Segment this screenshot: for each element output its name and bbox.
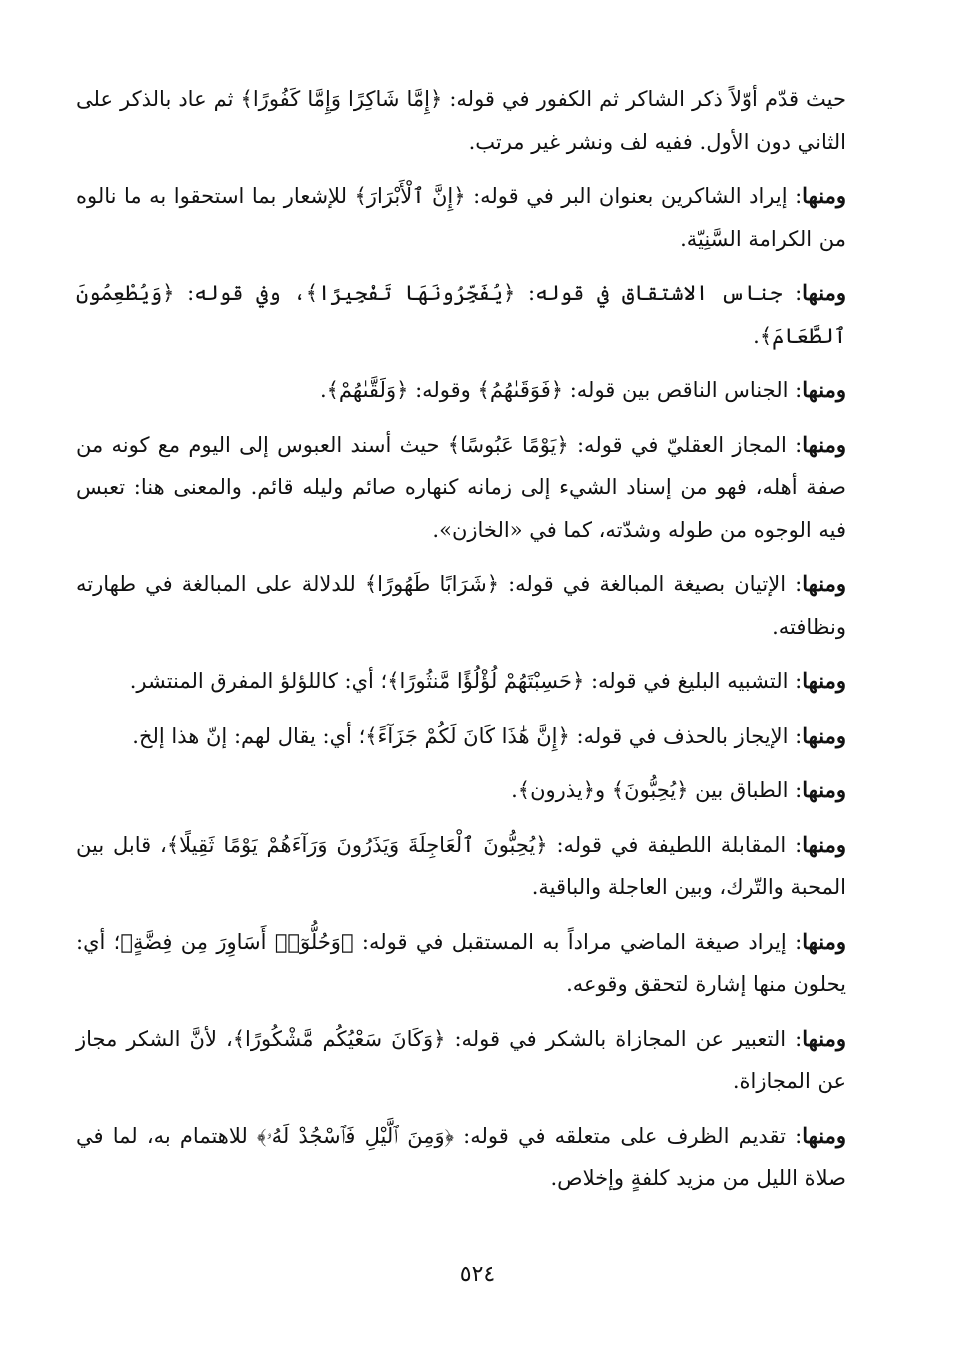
paragraph-text: و [594, 778, 612, 802]
lead-word: ومنها [802, 1122, 846, 1148]
paragraph-text: للاهتمام به، لما في صلاة الليل من مزيد كلفةٍ وإخلاص. [76, 1123, 846, 1190]
paragraph-text: : المقابلة اللطيفة في قوله: [547, 832, 803, 857]
paragraph-text: ؛ أي: يحلون منها إشارة لتحقق وقوعه. [76, 929, 846, 996]
paragraph-text: حيث قدّم أوّلاً ذكر الشاكر ثم الكفور في قوله: [442, 87, 846, 111]
paragraph-text: : الإيجاز بالحذف في قوله: [569, 723, 803, 748]
page-body [76, 78, 846, 1212]
paragraph-text: : جناس الاشتقاق في قوله: [515, 281, 803, 305]
paragraph-text: ، قابل بين المحبة والتّرك، وبين العاجلة والباقية. [76, 832, 846, 899]
quran-quote: ﴿وَيُطْعِمُونَ ٱلطَّعَامَ﴾ [76, 281, 846, 348]
quran-quote: ﴿وَلَقَّىٰهُمْ﴾ [326, 378, 409, 402]
paragraph-text: ، لأنَّ الشكر مجاز عن المجازاة. [76, 1026, 846, 1093]
paragraph-text: وقوله: [408, 378, 478, 402]
quran-quote: ﴿يذرون﴾ [517, 778, 595, 802]
paragraph-text: ، وفي قوله: [174, 281, 306, 305]
paragraph-text: ؛ أي: كاللؤلؤ المفرق المنتشر. [129, 669, 388, 693]
paragraph-text: . [511, 778, 518, 802]
paragraph-text: ؛ أي: يقال لهم: إنّ هذا إلخ. [132, 723, 366, 748]
quran-quote: ﴿حَسِبْتَهُمْ لُؤْلُؤًا مَّنثُورًا﴾ [387, 669, 585, 693]
paragraph-text: : الإتيان بصيغة المبالغة في قوله: [499, 572, 803, 596]
quran-quote: ﴿إِمَّا شَاكِرًا وَإِمَّا كَفُورًا﴾ [240, 87, 443, 111]
lead-word: ومنها [802, 183, 846, 208]
paragraph-text: : المجاز العقليّ في قوله: [568, 432, 803, 457]
lead-word: ومنها [802, 571, 846, 596]
quran-quote: ﴿يَوْمًا عَبُوسًا﴾ [447, 432, 569, 457]
paragraph-9 [76, 769, 846, 812]
paragraph-8 [76, 715, 846, 758]
lead-word: ومنها [802, 431, 846, 457]
quran-quote: ﴿يُحِبُّونَ ٱلْعَاجِلَةَ وَيَذَرُونَ وَرَآءَهُمْ يَوْمًا ثَقِيلًا﴾ [166, 832, 548, 857]
paragraph-text: ثم عاد بالذكر على الثاني دون الأول. ففيه لف ونشر غير مرتب. [76, 87, 846, 154]
paragraph-text: . [319, 378, 327, 402]
paragraph-text: للدلالة على المبالغة في طهارته ونظافته. [76, 572, 846, 639]
paragraph-2 [76, 175, 846, 260]
quran-quote: ﴿وَمِنَ ٱلَّيْلِ فَٱسْجُدْ لَهُۥ﴾ [257, 1123, 454, 1148]
quran-quote: ﴿يُفَجِّرُونَهَا تَفْجِيرًا﴾ [305, 281, 516, 305]
quran-quote: ﴿شَرَابًا طَهُورًا﴾ [364, 572, 500, 596]
paragraph-11 [76, 921, 846, 1006]
quran-quote: ﴿إِنَّ ٱلْأَبْرَارَ﴾ [354, 184, 466, 208]
paragraph-text: : الجناس الناقص بين قوله: [563, 378, 803, 402]
paragraph-3 [76, 272, 846, 357]
quran-quote: ﴿فَوَقَىٰهُمُ﴾ [477, 378, 564, 402]
lead-word: ومنها [802, 280, 846, 305]
quran-quote: ﴿يُحِبُّونَ﴾ [611, 778, 689, 802]
paragraph-12 [76, 1018, 846, 1103]
paragraph-6 [76, 563, 846, 648]
paragraph-text: : التشبيه البليغ في قوله: [584, 669, 803, 693]
paragraph-text: : التعبير عن المجازاة بالشكر في قوله: [445, 1026, 803, 1051]
paragraph-5 [76, 424, 846, 552]
lead-word: ومنها [802, 668, 846, 693]
lead-word: ومنها [802, 1025, 846, 1051]
quran-quote: ﴿وَكَانَ سَعْيُكُم مَّشْكُورًا﴾ [232, 1026, 446, 1051]
paragraph-text: : تقديم الظرف على متعلقه في قوله: [453, 1123, 803, 1148]
paragraph-text: حيث أسند العبوس إلى اليوم مع كونه من صفة أهله، فهو من إسناد الشيء إلى زمانه كنهاره صائم وليله قائم. والمعنى هنا: تعبس فيه الوجوه من طوله وشدّته، كما في «الخازن». [76, 432, 846, 542]
paragraph-4 [76, 369, 846, 412]
paragraph-1 [76, 78, 846, 163]
page-number: ٥٢٤ [459, 1262, 496, 1287]
lead-word: ومنها [802, 722, 846, 748]
paragraph-13 [76, 1115, 846, 1200]
lead-word: ومنها [802, 831, 846, 857]
paragraph-text: : الطباق بين [688, 778, 803, 802]
lead-word: ومنها [802, 777, 846, 802]
quran-quote: ﴿وَحُلُّوٓا۟ أَسَاوِرَ مِن فِضَّةٍ﴾ [120, 929, 354, 954]
paragraph-text: للإشعار بما استحقوا به ما نالوه من الكرامة السَّنِيّة. [76, 184, 846, 251]
quran-quote: ﴿إِنَّ هَٰذَا كَانَ لَكُمْ جَزَآءً﴾ [365, 723, 570, 748]
paragraph-text: : إيراد الشاكرين بعنوان البر في قوله: [465, 184, 803, 208]
lead-word: ومنها [802, 377, 846, 402]
paragraph-10 [76, 824, 846, 909]
paragraph-7 [76, 660, 846, 703]
paragraph-text: : إيراد صيغة الماضي مراداً به المستقبل في قوله: [353, 929, 803, 954]
paragraph-text: . [753, 323, 760, 348]
lead-word: ومنها [802, 928, 846, 954]
